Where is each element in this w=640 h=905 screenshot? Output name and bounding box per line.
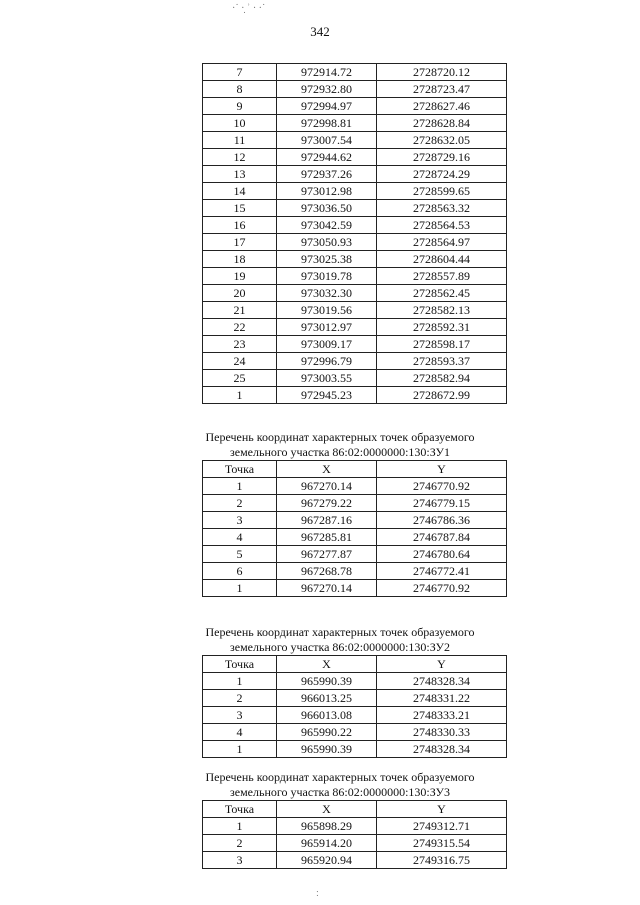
cell-point: 1 [203, 580, 277, 597]
cell-point: 3 [203, 852, 277, 869]
cell-point: 22 [203, 319, 277, 336]
cell-y: 2728564.53 [377, 217, 507, 234]
caption-line-1: Перечень координат характерных точек образуемого [205, 625, 475, 639]
caption-line-1: Перечень координат характерных точек образуемого [205, 430, 475, 444]
cell-x: 967287.16 [277, 512, 377, 529]
cell-x: 967270.14 [277, 478, 377, 495]
cell-point: 21 [203, 302, 277, 319]
cell-x: 972914.72 [277, 64, 377, 81]
cell-x: 973019.78 [277, 268, 377, 285]
cell-x: 973012.98 [277, 183, 377, 200]
cell-point: 19 [203, 268, 277, 285]
cell-x: 973009.17 [277, 336, 377, 353]
cell-x: 973036.50 [277, 200, 377, 217]
caption-line-2: земельного участка 86:02:0000000:130:ЗУ1 [230, 445, 450, 459]
cell-y: 2748333.21 [377, 707, 507, 724]
cell-point: 15 [203, 200, 277, 217]
cell-x: 967270.14 [277, 580, 377, 597]
header-point: Точка [203, 656, 277, 673]
cell-point: 12 [203, 149, 277, 166]
cell-y: 2728720.12 [377, 64, 507, 81]
cell-x: 973012.97 [277, 319, 377, 336]
cell-point: 7 [203, 64, 277, 81]
cell-point: 2 [203, 835, 277, 852]
section-caption-zu2 [170, 625, 510, 655]
header-y: Y [377, 656, 507, 673]
cell-x: 972996.79 [277, 353, 377, 370]
table-row [203, 183, 507, 200]
coordinates-table-zu1 [202, 460, 507, 597]
cell-y: 2746770.92 [377, 580, 507, 597]
table-row [203, 268, 507, 285]
cell-point: 1 [203, 741, 277, 758]
cell-x: 973050.93 [277, 234, 377, 251]
caption-line-2: земельного участка 86:02:0000000:130:ЗУ2 [230, 640, 450, 654]
cell-point: 25 [203, 370, 277, 387]
cell-x: 973025.38 [277, 251, 377, 268]
cell-x: 973003.55 [277, 370, 377, 387]
cell-point: 3 [203, 512, 277, 529]
table-row [203, 200, 507, 217]
table-row [203, 370, 507, 387]
cell-x: 973032.30 [277, 285, 377, 302]
section-caption-zu3 [170, 770, 510, 800]
cell-y: 2728632.05 [377, 132, 507, 149]
section-caption-zu1 [170, 430, 510, 460]
cell-y: 2749316.75 [377, 852, 507, 869]
cell-y: 2728563.32 [377, 200, 507, 217]
cell-x: 973019.56 [277, 302, 377, 319]
header-point: Точка [203, 461, 277, 478]
table-row [203, 217, 507, 234]
table-row [203, 234, 507, 251]
cell-point: 18 [203, 251, 277, 268]
table-row [203, 690, 507, 707]
cell-point: 1 [203, 673, 277, 690]
table-row [203, 81, 507, 98]
cell-point: 20 [203, 285, 277, 302]
table-row [203, 818, 507, 835]
cell-y: 2746787.84 [377, 529, 507, 546]
header-y: Y [377, 461, 507, 478]
cell-y: 2748330.33 [377, 724, 507, 741]
table-row [203, 285, 507, 302]
cell-point: 4 [203, 724, 277, 741]
table-row [203, 512, 507, 529]
scan-artifact: ˸ [316, 890, 319, 901]
table-row [203, 529, 507, 546]
cell-point: 1 [203, 478, 277, 495]
cell-y: 2728599.65 [377, 183, 507, 200]
table-row [203, 251, 507, 268]
cell-point: 3 [203, 707, 277, 724]
cell-x: 965990.22 [277, 724, 377, 741]
header-point: Точка [203, 801, 277, 818]
cell-x: 965914.20 [277, 835, 377, 852]
cell-point: 4 [203, 529, 277, 546]
cell-y: 2728672.99 [377, 387, 507, 404]
table-header-row [203, 461, 507, 478]
cell-y: 2748328.34 [377, 741, 507, 758]
cell-y: 2728628.84 [377, 115, 507, 132]
cell-y: 2746786.36 [377, 512, 507, 529]
cell-y: 2749312.71 [377, 818, 507, 835]
cell-x: 966013.25 [277, 690, 377, 707]
page-number: 342 [310, 24, 330, 39]
table-row [203, 98, 507, 115]
cell-y: 2749315.54 [377, 835, 507, 852]
cell-x: 967285.81 [277, 529, 377, 546]
table-row [203, 546, 507, 563]
cell-y: 2728564.97 [377, 234, 507, 251]
header-x: X [277, 461, 377, 478]
cell-y: 2728729.16 [377, 149, 507, 166]
cell-x: 972945.23 [277, 387, 377, 404]
cell-point: 1 [203, 387, 277, 404]
header-x: X [277, 656, 377, 673]
cell-x: 972932.80 [277, 81, 377, 98]
table-row [203, 132, 507, 149]
table-row [203, 478, 507, 495]
table-row [203, 149, 507, 166]
cell-x: 972944.62 [277, 149, 377, 166]
cell-x: 973007.54 [277, 132, 377, 149]
table-row [203, 166, 507, 183]
cell-point: 2 [203, 495, 277, 512]
table-row [203, 319, 507, 336]
table-row [203, 835, 507, 852]
coordinates-table-zu2 [202, 655, 507, 758]
cell-y: 2728723.47 [377, 81, 507, 98]
cell-point: 17 [203, 234, 277, 251]
cell-y: 2746772.41 [377, 563, 507, 580]
cell-x: 972937.26 [277, 166, 377, 183]
cell-point: 8 [203, 81, 277, 98]
table-row [203, 115, 507, 132]
table-row [203, 741, 507, 758]
cell-point: 10 [203, 115, 277, 132]
cell-x: 967277.87 [277, 546, 377, 563]
cell-x: 967279.22 [277, 495, 377, 512]
table-row [203, 387, 507, 404]
cell-x: 966013.08 [277, 707, 377, 724]
scan-artifact: ·˙ ·̣ ʾ · ·˙ [232, 3, 266, 14]
cell-y: 2728598.17 [377, 336, 507, 353]
table-header-row [203, 801, 507, 818]
cell-x: 972998.81 [277, 115, 377, 132]
coordinates-table-zu3 [202, 800, 507, 869]
table-header-row [203, 656, 507, 673]
table-row [203, 353, 507, 370]
cell-y: 2748331.22 [377, 690, 507, 707]
cell-y: 2748328.34 [377, 673, 507, 690]
cell-y: 2746779.15 [377, 495, 507, 512]
cell-y: 2728562.45 [377, 285, 507, 302]
cell-y: 2746780.64 [377, 546, 507, 563]
caption-line-1: Перечень координат характерных точек образуемого [205, 770, 475, 784]
cell-point: 23 [203, 336, 277, 353]
table-body [203, 673, 507, 758]
caption-line-2: земельного участка 86:02:0000000:130:ЗУ3 [230, 785, 450, 799]
table-row [203, 673, 507, 690]
cell-x: 973042.59 [277, 217, 377, 234]
cell-point: 5 [203, 546, 277, 563]
table-row [203, 707, 507, 724]
cell-point: 13 [203, 166, 277, 183]
cell-point: 1 [203, 818, 277, 835]
cell-y: 2746770.92 [377, 478, 507, 495]
cell-y: 2728627.46 [377, 98, 507, 115]
cell-x: 967268.78 [277, 563, 377, 580]
table-body [203, 478, 507, 597]
cell-y: 2728593.37 [377, 353, 507, 370]
cell-y: 2728582.13 [377, 302, 507, 319]
table-row [203, 495, 507, 512]
cell-y: 2728724.29 [377, 166, 507, 183]
table-row [203, 336, 507, 353]
header-x: X [277, 801, 377, 818]
header-y: Y [377, 801, 507, 818]
cell-y: 2728582.94 [377, 370, 507, 387]
cell-x: 965898.29 [277, 818, 377, 835]
cell-y: 2728557.89 [377, 268, 507, 285]
table-row [203, 580, 507, 597]
cell-point: 16 [203, 217, 277, 234]
cell-y: 2728604.44 [377, 251, 507, 268]
cell-point: 9 [203, 98, 277, 115]
cell-point: 11 [203, 132, 277, 149]
table-row [203, 563, 507, 580]
cell-x: 965990.39 [277, 673, 377, 690]
table-row [203, 64, 507, 81]
cell-point: 6 [203, 563, 277, 580]
coordinates-table-continued [202, 63, 507, 404]
cell-point: 2 [203, 690, 277, 707]
table-row [203, 724, 507, 741]
cell-x: 965990.39 [277, 741, 377, 758]
cell-y: 2728592.31 [377, 319, 507, 336]
table-body [203, 64, 507, 404]
cell-x: 965920.94 [277, 852, 377, 869]
cell-x: 972994.97 [277, 98, 377, 115]
cell-point: 24 [203, 353, 277, 370]
table-row [203, 852, 507, 869]
table-body [203, 818, 507, 869]
table-row [203, 302, 507, 319]
cell-point: 14 [203, 183, 277, 200]
